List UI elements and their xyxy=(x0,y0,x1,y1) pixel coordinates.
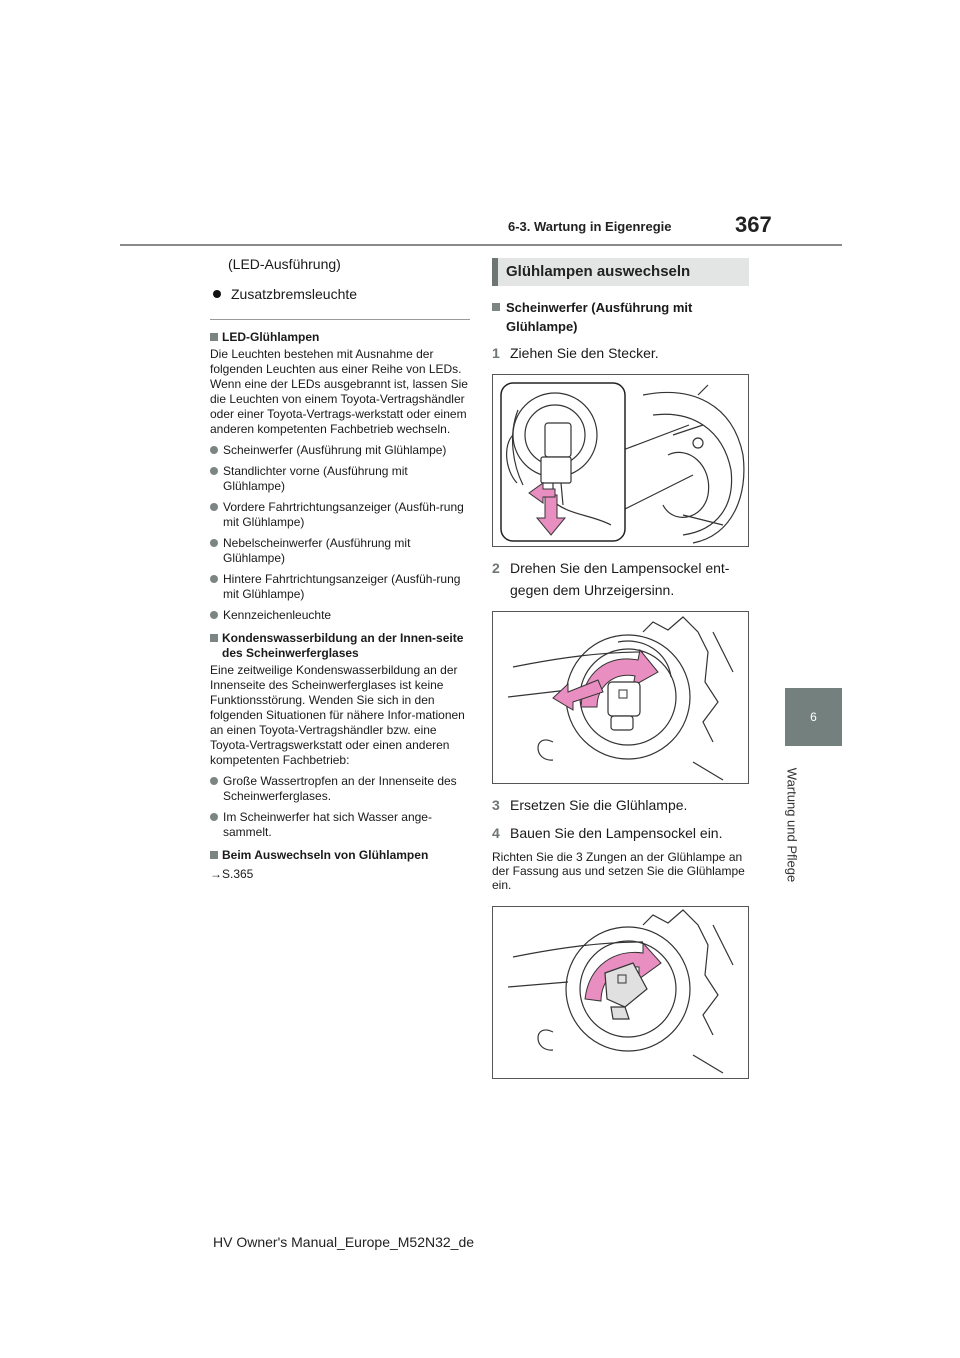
unplug-connector-illustration xyxy=(493,375,748,546)
list-item-text: Hintere Fahrtrichtungsanzeiger (Ausfüh-rung mit Glühlampe) xyxy=(223,572,461,601)
list-item-text: Scheinwerfer (Ausführung mit Glühlampe) xyxy=(223,443,447,457)
list-item xyxy=(210,810,470,840)
bullet-icon xyxy=(210,446,218,454)
figure-unplug-connector xyxy=(492,374,749,547)
step-text: Ersetzen Sie die Glühlampe. xyxy=(510,797,688,813)
install-socket-illustration xyxy=(493,907,748,1078)
bullet-icon xyxy=(210,467,218,475)
note-heading-text: Beim Auswechseln von Glühlampen xyxy=(222,848,429,862)
list-item xyxy=(210,536,470,566)
bullet-icon xyxy=(210,575,218,583)
square-bullet-icon xyxy=(210,851,218,859)
page-reference-link[interactable]: →S.365 xyxy=(210,867,254,881)
lead-bullet-text: Zusatzbremsleuchte xyxy=(231,286,358,302)
bullet-icon xyxy=(210,611,218,619)
section-heading-text: Glühlampen auswechseln xyxy=(506,263,691,280)
list-item xyxy=(210,464,470,494)
list-item-text: Vordere Fahrtrichtungsanzeiger (Ausfüh-rung mit Glühlampe) xyxy=(223,500,464,529)
heading-accent-bar xyxy=(492,258,498,286)
list-item-text: Standlichter vorne (Ausführung mit Glühlampe) xyxy=(223,464,408,493)
bullet-icon xyxy=(213,290,221,298)
section-label: 6-3. Wartung in Eigenregie xyxy=(508,219,672,234)
header-rule xyxy=(120,244,842,246)
subheading-text: Scheinwerfer (Ausführung mit Glühlampe) xyxy=(506,300,693,334)
list-item xyxy=(210,500,470,530)
left-column xyxy=(210,255,470,882)
bullet-icon xyxy=(210,777,218,785)
bullet-icon xyxy=(210,813,218,821)
step-number: 4 xyxy=(492,825,500,841)
step-4 xyxy=(492,822,749,844)
page-number: 367 xyxy=(735,212,772,237)
step-text: Bauen Sie den Lampensockel ein. xyxy=(510,825,723,841)
step-4-note: Richten Sie die 3 Zungen an der Glühlampe an der Fassung aus und setzen Sie die Glühlampe ein. xyxy=(492,850,745,892)
chapter-side-title xyxy=(770,765,814,885)
lead-continuation: (LED-Ausführung) xyxy=(228,256,341,272)
step-3 xyxy=(492,794,749,816)
list-item-text: Im Scheinwerfer hat sich Wasser ange-sammelt. xyxy=(223,810,432,839)
list-item-text: Kennzeichenleuchte xyxy=(223,608,332,622)
note-heading xyxy=(210,631,470,661)
step-number: 3 xyxy=(492,797,500,813)
bullet-icon xyxy=(210,539,218,547)
note-body: Die Leuchten bestehen mit Ausnahme der folgenden Leuchten aus einer Reihe von LEDs. Wenn eine der LEDs ausgebrannt ist, lassen Sie die Leuchten von einem Toyota-Vertragshändler oder einer Toyota-Vertrags-werkstatt oder einem anderen kompetenten Fachbetrieb wechseln. xyxy=(210,347,468,436)
rotate-socket-illustration xyxy=(493,612,748,783)
figure-install-socket xyxy=(492,906,749,1079)
square-bullet-icon xyxy=(210,634,218,642)
chapter-side-title-text: Wartung und Pflege xyxy=(784,767,800,883)
chapter-tab: 6 xyxy=(785,688,842,746)
list-item xyxy=(210,572,470,602)
step-number: 1 xyxy=(492,345,500,361)
lead-bullet xyxy=(210,285,470,303)
list-item xyxy=(210,608,470,623)
list-item xyxy=(210,443,470,458)
list-item-text: Nebelscheinwerfer (Ausführung mit Glühlampe) xyxy=(223,536,411,565)
note-divider xyxy=(210,319,470,320)
step-2 xyxy=(492,557,749,601)
figure-rotate-counterclockwise xyxy=(492,611,749,784)
list-item-text: Große Wassertropfen an der Innenseite des Scheinwerferglases. xyxy=(223,774,457,803)
note-heading-text: LED-Glühlampen xyxy=(222,330,320,344)
step-number: 2 xyxy=(492,560,500,576)
square-bullet-icon xyxy=(492,303,500,311)
list-item xyxy=(210,774,470,804)
bullet-icon xyxy=(210,503,218,511)
right-column xyxy=(492,258,749,1089)
subheading xyxy=(492,298,749,336)
section-heading xyxy=(492,258,749,286)
step-text: Ziehen Sie den Stecker. xyxy=(510,345,659,361)
step-text: Drehen Sie den Lampensockel ent-gegen dem Uhrzeigersinn. xyxy=(510,560,730,598)
step-1 xyxy=(492,342,749,364)
note-body: Eine zeitweilige Kondenswasserbildung an der Innenseite des Scheinwerferglases ist keine Funktionsstörung. Wenden Sie sich in den folgenden Situationen für nähere Infor-mationen an einen Toyota-Vertragshändler bzw. eine Toyota-Vertragswerkstatt oder einen anderen kompetenten Fachbetrieb: xyxy=(210,663,465,767)
note-heading xyxy=(210,848,470,863)
square-bullet-icon xyxy=(210,333,218,341)
note-heading-text: Kondenswasserbildung an der Innen-seite des Scheinwerferglases xyxy=(222,631,464,660)
note-heading xyxy=(210,330,470,345)
footer-text: HV Owner's Manual_Europe_M52N32_de xyxy=(213,1234,475,1250)
